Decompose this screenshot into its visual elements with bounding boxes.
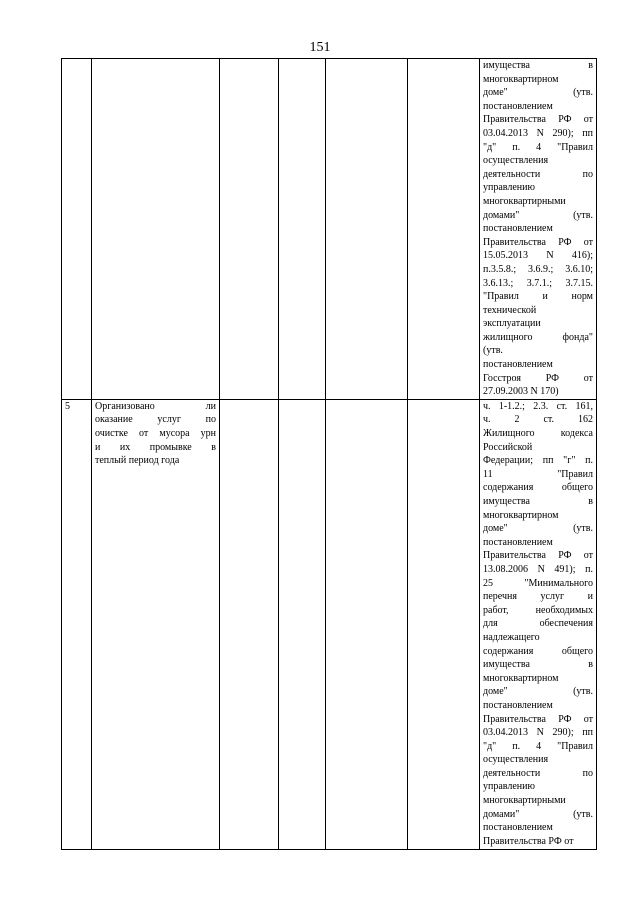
empty-cell bbox=[408, 399, 480, 849]
empty-cell bbox=[326, 399, 408, 849]
text-line: очистке от мусора урн bbox=[95, 428, 216, 440]
text-line: управлению bbox=[483, 781, 535, 793]
text-line: надлежащего bbox=[483, 631, 540, 643]
empty-cell bbox=[326, 59, 408, 400]
text-line: "Правил и норм bbox=[483, 291, 593, 303]
text-line: имущества в bbox=[483, 60, 593, 71]
legal-references-text bbox=[483, 59, 593, 399]
text-line: управлению bbox=[483, 182, 535, 194]
text-line: 27.09.2003 N 170) bbox=[483, 386, 559, 398]
table-row bbox=[62, 59, 597, 400]
text-line: осуществления bbox=[483, 754, 549, 766]
text-line: Правительства РФ от bbox=[483, 713, 593, 725]
text-line: доме" (утв. bbox=[483, 686, 593, 698]
text-line: постановлением bbox=[483, 100, 553, 112]
page-number: 151 bbox=[309, 40, 331, 55]
text-line: 13.08.2006 N 491); п. bbox=[483, 563, 593, 575]
text-line: деятельности по bbox=[483, 767, 593, 779]
text-line: Правительства РФ от bbox=[483, 114, 593, 126]
table-row bbox=[62, 399, 597, 849]
legal-references-text bbox=[483, 400, 593, 849]
text-line: домами" (утв. bbox=[483, 209, 593, 221]
text-line: доме" (утв. bbox=[483, 87, 593, 99]
row-number-cell bbox=[62, 59, 92, 400]
text-line: работ, необходимых bbox=[483, 604, 593, 616]
text-line: ч. 1-1.2.; 2.3. ст. 161, bbox=[483, 400, 593, 412]
text-line: теплый период года bbox=[95, 455, 180, 467]
text-line: многоквартирном bbox=[483, 672, 559, 684]
text-line: 03.04.2013 N 290); пп bbox=[483, 127, 593, 139]
text-line: многоквартирном bbox=[483, 509, 559, 521]
text-line: имущества в bbox=[483, 496, 593, 507]
empty-cell bbox=[279, 59, 326, 400]
text-line: содержания общего bbox=[483, 482, 593, 494]
text-line: оказание услуг по bbox=[95, 414, 216, 426]
text-line: содержания общего bbox=[483, 645, 593, 657]
text-line: постановлением bbox=[483, 699, 553, 711]
text-line: постановлением bbox=[483, 223, 553, 235]
empty-cell bbox=[408, 59, 480, 400]
text-line: постановлением bbox=[483, 822, 553, 834]
text-line: для обеспечения bbox=[483, 618, 593, 630]
text-line: технической bbox=[483, 304, 537, 316]
empty-cell bbox=[220, 399, 279, 849]
text-line: 3.6.13.; 3.7.1.; 3.7.15. bbox=[483, 277, 593, 289]
text-line: постановлением bbox=[483, 359, 553, 371]
text-line: "д" п. 4 "Правил bbox=[483, 740, 593, 752]
text-line: постановлением bbox=[483, 536, 553, 548]
text-line: 11 "Правил bbox=[483, 468, 593, 480]
text-line: перечня услуг и bbox=[483, 591, 593, 603]
text-line: ч. 2 ст. 162 bbox=[483, 414, 593, 426]
text-line: Жилищного кодекса bbox=[483, 428, 593, 440]
row-number-cell: 5 bbox=[62, 399, 92, 849]
text-line: п.3.5.8.; 3.6.9.; 3.6.10; bbox=[483, 263, 593, 275]
text-line: Правительства РФ от bbox=[483, 236, 593, 248]
question-cell bbox=[92, 399, 220, 849]
question-cell bbox=[92, 59, 220, 400]
text-line: Федерации; пп "г" п. bbox=[483, 455, 593, 467]
text-line: "д" п. 4 "Правил bbox=[483, 141, 593, 153]
text-line: имущества в bbox=[483, 659, 593, 671]
text-line: жилищного фонда" bbox=[483, 331, 593, 343]
text-line: Госстроя РФ от bbox=[483, 372, 593, 384]
text-line: Правительства РФ от bbox=[483, 835, 574, 847]
text-line: Российской bbox=[483, 441, 533, 453]
text-line: 15.05.2013 N 416); bbox=[483, 250, 593, 262]
text-line: домами" (утв. bbox=[483, 808, 593, 820]
empty-cell bbox=[279, 399, 326, 849]
text-line: Организовано ли bbox=[95, 400, 216, 412]
text-line: многоквартирном bbox=[483, 73, 559, 85]
text-line: 25 "Минимального bbox=[483, 577, 593, 589]
text-line: многоквартирными bbox=[483, 195, 566, 207]
question-text bbox=[95, 400, 216, 468]
text-line: осуществления bbox=[483, 155, 549, 167]
legal-references-cell bbox=[480, 399, 597, 849]
text-line: доме" (утв. bbox=[483, 523, 593, 535]
empty-cell bbox=[220, 59, 279, 400]
text-line: 03.04.2013 N 290); пп bbox=[483, 727, 593, 739]
legal-references-cell bbox=[480, 59, 597, 400]
checklist-table bbox=[61, 58, 597, 850]
text-line: эксплуатации bbox=[483, 318, 541, 330]
text-line: Правительства РФ от bbox=[483, 550, 593, 562]
text-line: (утв. bbox=[483, 345, 503, 357]
text-line: многоквартирными bbox=[483, 795, 566, 807]
text-line: и их промывке в bbox=[95, 441, 216, 453]
text-line: деятельности по bbox=[483, 168, 593, 180]
